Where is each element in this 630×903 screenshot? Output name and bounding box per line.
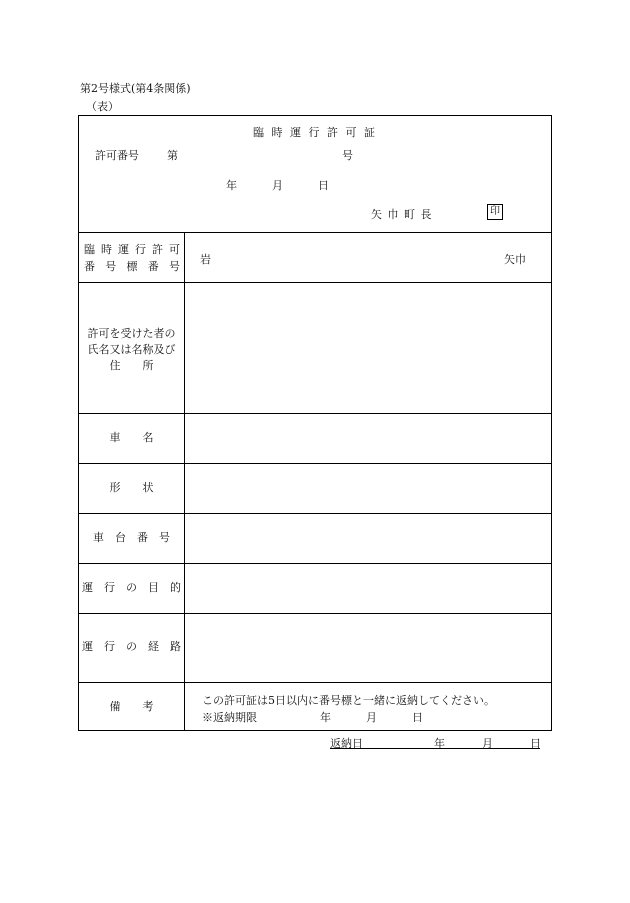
return-date-line [330, 735, 540, 749]
return-date-label: 返納日 [330, 737, 363, 750]
remarks-label: 備 考 [109, 700, 154, 713]
remarks-return-deadline: ※返納期限 [202, 711, 257, 724]
plate-number-label-line2: 番号標番号 [84, 260, 180, 273]
row-divider [79, 682, 551, 683]
return-date-day: 日 [530, 737, 541, 750]
row-divider [79, 413, 551, 414]
row-divider [79, 463, 551, 464]
chassis-number-label: 車 台 番 号 [93, 531, 170, 544]
route-label: 運 行 の 経 路 [82, 640, 181, 653]
car-name-label: 車 名 [109, 431, 154, 444]
plate-suffix: 矢巾 [504, 253, 526, 266]
form-side-label: （表） [86, 100, 119, 113]
plate-prefix: 岩 [200, 253, 211, 266]
remarks-day: 日 [412, 711, 423, 724]
row-divider [79, 563, 551, 564]
issuer-name: 矢 巾 町 長 [371, 208, 433, 221]
shape-label: 形 状 [109, 481, 154, 494]
return-date-month: 月 [482, 737, 493, 750]
remarks-month: 月 [366, 711, 377, 724]
permit-number-prefix: 第 [167, 149, 178, 162]
plate-number-label-line1: 臨時運行許可 [84, 243, 180, 256]
seal-mark: 印 [487, 204, 503, 220]
permit-title: 臨 時 運 行 許 可 証 [253, 126, 377, 139]
holder-label-line2: 氏名又は名称及び [87, 343, 176, 356]
row-divider [79, 232, 551, 233]
row-divider [79, 613, 551, 614]
row-divider [79, 513, 551, 514]
permit-form-table [78, 115, 552, 731]
issue-date-month: 月 [272, 179, 283, 192]
purpose-label: 運 行 の 目 的 [82, 581, 181, 594]
holder-label-line1: 許可を受けた者の [87, 327, 176, 340]
return-date-year: 年 [434, 737, 445, 750]
remarks-year: 年 [320, 711, 331, 724]
holder-label-line3: 住 所 [109, 359, 154, 372]
issue-date-year: 年 [226, 179, 237, 192]
remarks-line1: この許可証は5日以内に番号標と一緒に返納してください。 [202, 694, 495, 707]
permit-number-suffix: 号 [342, 149, 353, 162]
column-divider [184, 232, 185, 730]
issue-date-day: 日 [318, 179, 329, 192]
permit-number-label: 許可番号 [95, 149, 139, 162]
form-number: 第2号様式(第4条関係) [80, 82, 191, 95]
row-divider [79, 282, 551, 283]
